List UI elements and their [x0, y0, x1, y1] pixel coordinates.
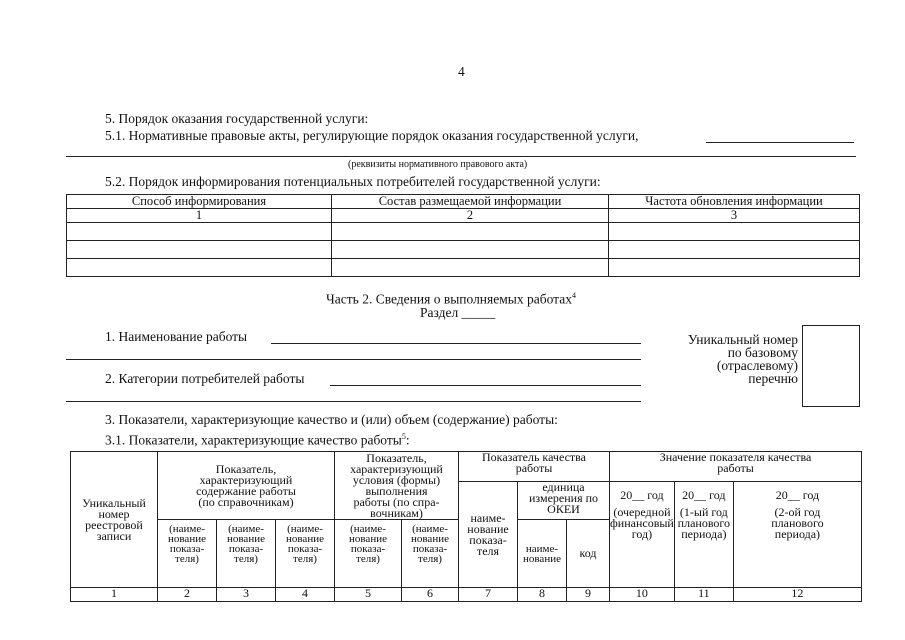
- info-empty-cell: [67, 241, 332, 259]
- unit-header: [518, 482, 610, 520]
- col-number: 4: [276, 588, 335, 602]
- cell-line: (2-ой год: [774, 505, 821, 519]
- cell-line: нование: [286, 533, 324, 545]
- sub-col-unit-name: [518, 520, 567, 588]
- cell-line: показа-: [469, 532, 507, 547]
- section-3-1-text: 3.1. Показатели, характеризующие качество работы: [105, 432, 402, 448]
- cell-line: показа-: [412, 543, 448, 555]
- cell-line: (1-ый год: [679, 505, 728, 519]
- info-number: 3: [609, 209, 860, 223]
- cell-line: содержание работы: [196, 483, 296, 498]
- sub-col-conditions-name-2: [402, 520, 459, 588]
- cell-line: планового: [677, 516, 731, 530]
- col-number: 5: [335, 588, 402, 602]
- unique-line: Уникальный номер: [687, 332, 798, 347]
- part2-title-text: Часть 2. Сведения о выполняемых работах: [326, 291, 572, 307]
- cell-line: 20__ год: [620, 488, 664, 502]
- act-blank-line: [706, 142, 854, 143]
- info-empty-cell: [609, 241, 860, 259]
- col-indicator-name: [459, 482, 518, 588]
- cell-line: теля): [418, 553, 442, 565]
- unique-line: (отраслевому): [716, 358, 798, 373]
- info-header-method: Способ информирования: [67, 195, 332, 209]
- info-table: [66, 194, 860, 277]
- cell-line: нование: [349, 533, 387, 545]
- section-3-title: 3. Показатели, характеризующие качество и (или) объем (содержание) работы:: [105, 412, 558, 427]
- info-empty-cell: [67, 259, 332, 277]
- col-number: 12: [733, 588, 861, 602]
- unique-line: перечню: [748, 371, 798, 386]
- col-number: 6: [402, 588, 459, 602]
- section-5-2-text: 5.2. Порядок информирования потенциальных потребителей государственной услуги:: [105, 174, 601, 189]
- info-empty-cell: [332, 241, 609, 259]
- cell-line: нование: [227, 533, 265, 545]
- info-empty-cell: [609, 259, 860, 277]
- page-number: 4: [458, 64, 465, 79]
- cell-line: теля): [175, 553, 199, 565]
- cell-line: (наиме-: [412, 523, 448, 535]
- cell-line: показа-: [169, 543, 205, 555]
- col-number: 1: [71, 588, 158, 602]
- col-unique-number: [71, 452, 158, 588]
- cell-line: записи: [96, 528, 132, 543]
- cell-line: ОКЕИ: [547, 502, 580, 516]
- cell-line: год): [631, 527, 653, 541]
- group-content-indicator: [158, 452, 335, 520]
- sub-col-conditions-name-1: [335, 520, 402, 588]
- cell-line: характеризующий: [199, 472, 293, 487]
- section-5-1-text: 5.1. Нормативные правовые акты, регулирующие порядок оказания государственной услуги,: [105, 128, 639, 143]
- cell-line: теля: [476, 543, 500, 558]
- act-caption: (реквизиты нормативного правового акта): [348, 159, 528, 170]
- col-number: 11: [674, 588, 733, 602]
- unique-number-box[interactable]: [802, 325, 860, 407]
- cell-line: Показатель качества: [482, 450, 586, 464]
- cell-line: Показатель,: [366, 450, 427, 465]
- cell-line: нование: [168, 533, 206, 545]
- cell-line: нование: [411, 533, 449, 545]
- cell-line: показа-: [350, 543, 386, 555]
- cell-line: выполнения: [365, 483, 428, 498]
- sub-col-content-name-2: [217, 520, 276, 588]
- cell-line: условия (формы): [352, 472, 441, 487]
- info-empty-cell: [332, 259, 609, 277]
- cell-line: работы: [717, 461, 754, 475]
- cell-line: наиме-: [525, 542, 559, 555]
- part2-title-footnote: 4: [571, 291, 576, 300]
- cell-line: (наиме-: [228, 523, 264, 535]
- group-quality-indicator: [459, 452, 610, 482]
- unique-line: по базовому: [727, 345, 798, 360]
- col-number: 7: [459, 588, 518, 602]
- cell-line: показа-: [287, 543, 323, 555]
- col-number: 8: [518, 588, 567, 602]
- cell-line: теля): [234, 553, 258, 565]
- cell-line: Показатель,: [215, 461, 277, 476]
- cell-line: номер: [98, 506, 130, 521]
- cell-line: реестровой: [85, 517, 143, 532]
- col-number: 10: [610, 588, 675, 602]
- cell-line: работы (по спра-: [353, 494, 440, 509]
- cell-line: Уникальный: [82, 495, 146, 510]
- col-number: 3: [217, 588, 276, 602]
- col-number: 9: [567, 588, 610, 602]
- consumer-category-line-2: [66, 401, 641, 402]
- info-empty-cell: [67, 223, 332, 241]
- work-name-line: [271, 343, 641, 344]
- col-year-3: [733, 482, 861, 588]
- info-number: 2: [332, 209, 609, 223]
- info-number: 1: [67, 209, 332, 223]
- section-3-1-title: [105, 429, 410, 449]
- cell-line: планового: [771, 516, 824, 530]
- cell-line: (очередной: [613, 505, 671, 519]
- info-empty-cell: [332, 223, 609, 241]
- group-indicator-value: [610, 452, 862, 482]
- info-header-content: Состав размещаемой информации: [332, 195, 609, 209]
- cell-line: работы: [515, 461, 553, 475]
- cell-line: теля): [293, 553, 317, 565]
- section-3-1-colon: :: [405, 432, 410, 448]
- act-full-line: [66, 156, 856, 157]
- col-number: 2: [158, 588, 217, 602]
- work-name-line-2: [66, 359, 641, 360]
- cell-line: единица: [542, 480, 585, 494]
- cell-line: (наиме-: [350, 523, 386, 535]
- cell-line: теля): [356, 553, 380, 565]
- work-name-label: 1. Наименование работы: [105, 329, 248, 344]
- section-label: Раздел _____: [420, 305, 496, 320]
- cell-line: финансовый: [610, 516, 674, 530]
- cell-line: 20__ год: [775, 488, 820, 502]
- cell-line: измерения по: [528, 491, 599, 505]
- info-empty-cell: [609, 223, 860, 241]
- col-year-2: [674, 482, 733, 588]
- consumer-category-line: [330, 385, 641, 386]
- cell-line: нование: [523, 552, 561, 565]
- cell-line: Значение показателя качества: [659, 450, 812, 464]
- cell-line: (наиме-: [169, 523, 205, 535]
- section-5-title: 5. Порядок оказания государственной услуги:: [105, 111, 369, 126]
- cell-line: нование: [467, 521, 509, 536]
- info-header-frequency: Частота обновления информации: [609, 195, 860, 209]
- col-year-1: [610, 482, 675, 588]
- sub-col-content-name-1: [158, 520, 217, 588]
- cell-line: (наиме-: [287, 523, 323, 535]
- cell-line: периода): [774, 527, 821, 541]
- cell-line: (по справочникам): [198, 494, 294, 509]
- sub-col-unit-code: код: [567, 520, 610, 588]
- group-conditions-indicator: [335, 452, 459, 520]
- cell-line: 20__ год: [682, 488, 726, 502]
- cell-line: характеризующий: [350, 461, 443, 476]
- cell-line: показа-: [228, 543, 264, 555]
- quality-table: [70, 451, 862, 602]
- cell-line: вочникам): [370, 505, 423, 520]
- consumer-category-label: 2. Категории потребителей работы: [105, 371, 305, 386]
- unique-number-label: [660, 333, 798, 385]
- sub-col-content-name-3: [276, 520, 335, 588]
- cell-line: периода): [681, 527, 727, 541]
- section-3-1-footnote: 5: [401, 432, 406, 441]
- cell-line: наиме-: [470, 510, 506, 525]
